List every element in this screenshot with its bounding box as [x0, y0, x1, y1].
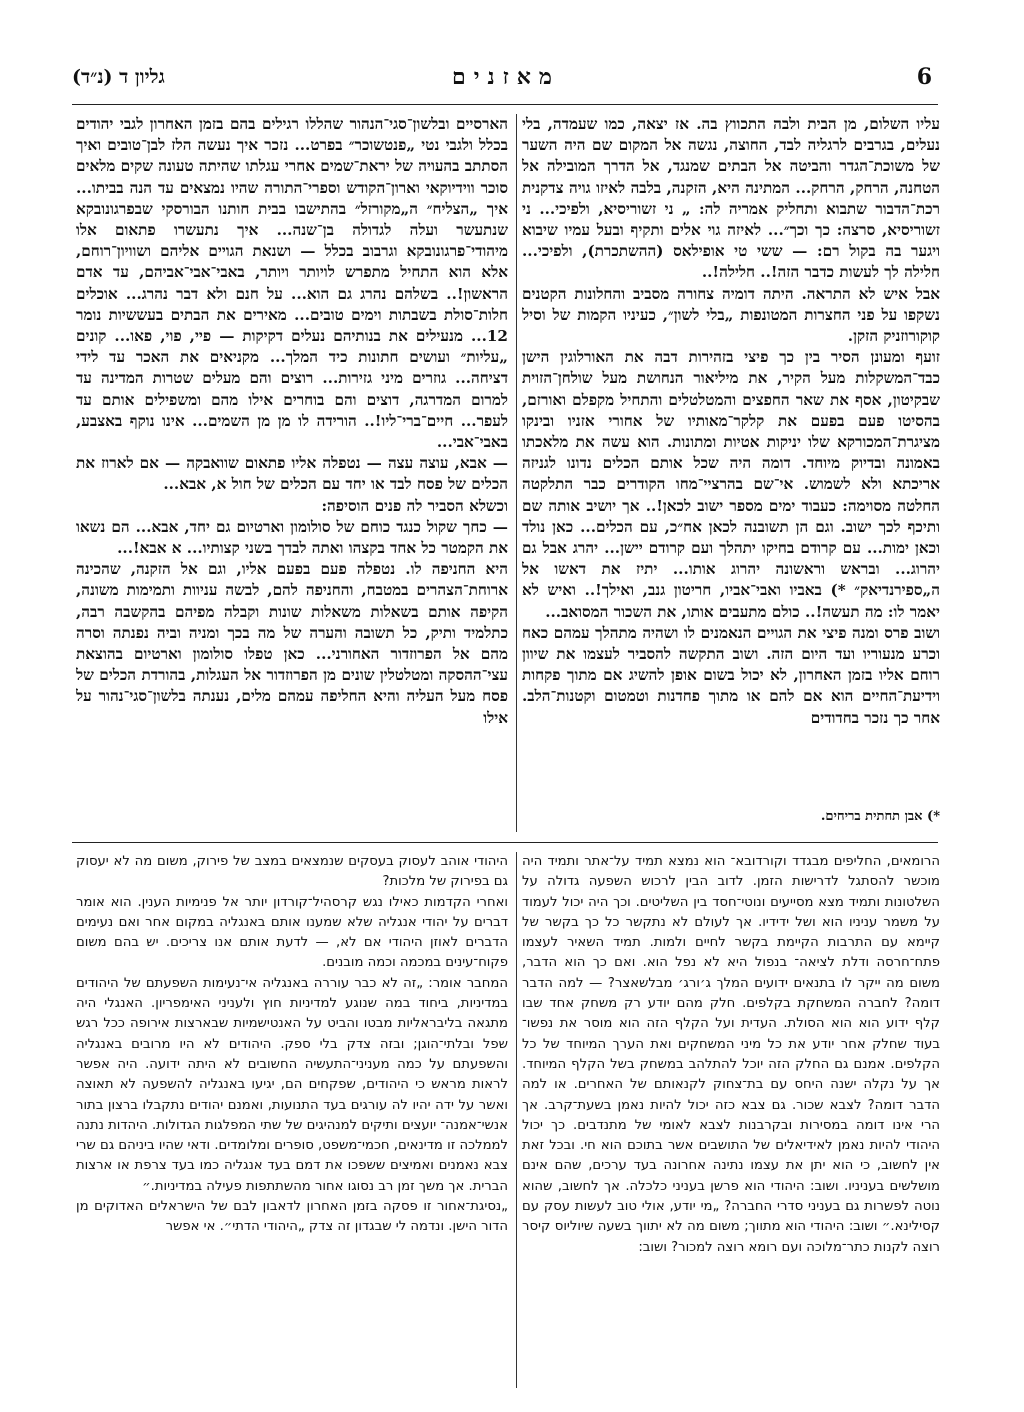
paragraph: זועף ומעונן הסיר בין כך פיצי בזהירות דבה את האורלוגין הישן כבד־המשקלות מעל הקיר, את מיליאור הנחושת מעל שולחן־הזוית שבקיטון, אסף את שאר החפצים והמטלטלים והתחיל מקפלם ואורזם, בהסיטו פעם בפעם את קלקר־מאותיו של אחורי אזניו ובינקו מציגרת־המכורקא שלו יניקות אטיות ומתונות. הוא עשה את מלאכתו באמונה ובדיוק מיוחד. דומה היה שכל אותם הכלים נדונו לגניזה אריכתא ולא לשמוש. אי־שם בהרציי־מחו הקודרים כבר התלקטה החלטה מסוימה: כעבוד ימים מספר ישוב לכאן!.. אך יושיב אותה שם ותיכף לכך ישוב. וגם הן תשובנה לכאן אח״כ, עם הכלים... כאן נולד וכאן ימות... עם קרודם בחיקו יתהלך ועם קרודם יישן... יהרג אבל גם יהרוג... ובראש וראשונה יהרוג אותו... יתיז את דאשו אל ה„ספירנדיאק״ *) באביו ואבי־אביו, חריטון גנב, ואילך!.. ואיש לא יאמר לו: מה תעשה!.. כולם מתעבים אותו, את השכור המסואב...: [522, 348, 940, 621]
bottom-right-column: [522, 852, 940, 1392]
issue-number: גליון ד (נ״ד): [72, 66, 165, 88]
paragraph: ואחרי הקדמות כאילו נגש קרסהיל־קורדון יותר אל פנימיות הענין. הוא אומר דברים על יהודי אנגליה שלא שמענו אותם באנגליה במקום אחר ואם נעימים הדברים לאוזן היהודי אם לא, — לדעת אותם אנו צריכים. יש בהם משום פקוח־עינים במכמה וכמה מובנים.: [76, 894, 508, 971]
section-rule: [72, 842, 938, 843]
paragraph: — אבא, עוצה עצה — נטפלה אליו פתאום שוואבקה — אם לארוז את הכלים של פסח לבד או יחד עם הכלים של חול א, אבא...: [76, 454, 508, 494]
paragraph: אבל איש לא התראה. היתה דומיה צחורה מסביב והחלונות הקטנים נשקפו על פני החצרות המטונפות „בלי לשון״, כעיניו הקמות של וסיל קוקורוזניק הזקן.: [522, 284, 940, 346]
paragraph: היהודי אוהב לעסוק בעסקים שנמצאים במצב של פירוק, משום מה לא יעסוק גם בפירוק של מלכות?: [76, 854, 508, 890]
publication-title: מאזנים: [452, 64, 560, 90]
footnote: *) אבן תחתית בריחים.: [820, 809, 940, 824]
paragraph: המחבר אומר: „זה לא כבר עוררה באנגליה אי־נעימות השפעתם של היהודים במדיניות, ביחוד במה שנוגע למדיניות חוץ ולעניני האימפריון. האנגלי היה מתגאה בליבראליות מבטו והביט על האנטישמיות שבארצות אירופה ככל רגש שפל ובלתי־הוגן; ובזה צדק בלי ספק. היהודים לא היו מרובים באנגליה והשפעתם על כמה מעניני־התעשיה החשובים לא היתה ידועה. היה אפשר לראות מראש כי היהודים, שפקחים הם, יגיעו באנגליה להשפעה לא תאוצה ואשר על ידה יהיו לה עורגים בעד התנועות, ואמנם יהודים נתקבלו ברצון בתור אנשי־אמנה־ יועצים ותיקים למנהיגים של שתי המפלגות הגדולות. היהדות נתנה לממלכה זו מדינאים, חכמי־משפט, סופרים ומלומדים. ודאי שהיו ביניהם גם שרי צבא נאמנים ואמיצים ששפכו את דמם בעד אנגליה כמו בעד צרפת או ארצות הברית. אך משך זמן רב נסוגו אחור מהשתתפות פעילה במדיניות.״: [76, 975, 508, 1194]
paragraph: הארסיים ובלשון־סגי־הנהור שהללו רגילים בהם בזמן האחרון לגבי יהודים בכלל ולגבי נטי „פנטשוכר״ בפרט... נזכר איך נעשה הלז לבן־טובים ואיך הסתתב בהעויה של יראת־שמים אחרי עגלתו שהיתה טעונה שקים מלאים סוכר ווידיוקאי וארון־הקודש וספרי־התורה שהיו נמצאים עד הנה בביתו... איך „הצליח״ ה„מקורזל״ בהתישבו בבית חותנו הבורסקי שבפרגונובקא שנתעשר ועלה לגדולה בן־שנה... איך נתעשרו פתאום אלו מיהודי־פרגונובקא וגרבוב בכלל — ושנאת הגויים אליהם ושוויון־רוחם, אלא הוא התחיל מתפרש לויותר ויותר, באבי־אבי־אביהם, עד אדם הראשון!.. בשלהם נהרג גם הוא... על חנם ולא דבר נהרג... אוכלים חלות־סולת בשבתות וימים טובים... מאירים את הבתים בעששיות נומר 12... מנעילים את בנותיהם נעלים דקיקות — פיי, פוי, פאו... קונים „עליות״ ועושים חתונות כיד המלך... מקניאים את האכר עד לידי דציחה... גוזרים מיני גזירות... רוצים והם מעלים שטרות המדינה עד למרום המדרגה, דוצים והם בוחרים אילו מהם ומשפילים אותם עד לעפר... חיים־ברי־ליו!.. הורידה לו מן מן השמים... אינו נוקף באצבע, באבי־אבי...: [76, 115, 508, 452]
paragraph: ושוב פרס ומנה פיצי את הגויים הנאמנים לו ושהיה מתהלך עמהם כאח וכרע מנעוריו ועד היום הזה. ושוב התקשה להסביר לעצמו את שיוון רוחם אליו בזמן האחרון, לא יכול בשום אופן להשיג אם מתוך פקחות וידיעת־החיים הוא אם להם או מתוך פחדנות וטמטום וקטנות־הלב. אחר כך נזכר בחדודים: [522, 623, 940, 727]
column-divider: [516, 114, 517, 832]
header-rule: [72, 104, 938, 105]
top-right-column: [522, 114, 940, 834]
page-number: 6: [916, 64, 932, 90]
paragraph: היא החניפה לו. נטפלה פעם בפעם אליו, וגם אל הזקנה, שהכינה ארוחת־הצהרים במטבח, והחניפה להם, לבשה עניוות ותמימות משונה, הקיפה אותם בשאלות משאלות שונות וקבלה מפיהם בהקשבה רבה, כתלמיד ותיק, כל תשובה והערה של מה בכך ומניה וביה נפנתה וסרה מהם אל הפרוזדור האחורני... כאן טפלו סולומון וארטיום בהוצאת עצי־ההסקה ומטלטלין שונים מן הפרוזדור אל העגלות, בהורדת הכלים של פסח מעל העליה והיא החליפה עמהם מלים, נענתה בלשון־סגי־נהור על אילו: [76, 560, 508, 727]
bottom-left-column: [76, 852, 508, 1392]
paragraph: — כחך שקול כנגד כוחם של סולומון וארטיום גם יחד, אבא... הם נשאו את הקמטר כל אחד בקצהו ואתה לבדך בשני קצותיו... א אבא!...: [76, 517, 508, 558]
top-left-column: [76, 114, 508, 834]
column-divider: [516, 852, 517, 1388]
paragraph: הרומאים, החליפים מבגדד וקורדובא־ הוא נמצא תמיד על־אתר ותמיד היה מוכשר להסתגל לדרישות הזמן. לדוב הבין לרכוש השפעה גדולה על השלטונות ותמיד מצא מסייעים ונוטי־חסד בין השליטים. וכך היה יכול לעמוד על משמר עניניו הוא ושל ידידיו. אך לעולם לא נתקשר כל כך בקשר של קיימא עם התרבות הקיימת בקשר לחיים ולמות. תמיד השאיר לעצמו פתח־חרסה ודלת לציאה־ בנפול היא לא נפל הוא. ואם כך הוא הדבר, משום מה ייקר לו בתנאים ידועים המלך ג׳ורג׳ מבלשאצר? — למה הדבר דומה? לחברה המשחקת בקלפים. חלק מהם יודע רק משחק אחד שבו קלף ידוע הוא הוא הסולת. העדית ועל הקלף הזה הוא מוסר את נפשו־ בעוד שחלק אחר יודע את כל מיני המשחקים ואת הערך המיוחד של כל הקלפים. אמנם גם החלק הזה יוכל להתלהב במשחק בשל הקלף המיוחד. אך על נקלה ישנה היחס עם בת־צחוק לקנאותם של האחרים. או למה הדבר דומה? לצבא שכור. גם צבא כזה יכול להיות נאמן בשעת־קרב. אך הרי אינו דומה במסירות ובקרבנות לצבא לאומי של מתנדבים. כך יכול היהודי להיות נאמן לאידיאלים של התושבים אשר בתוכם הוא חי. ובכל זאת אין לחשוב, כי הוא יתן את עצמו נתינה אחרונה בעד ערכים, שהם אינם מושלשים בעניניו. ושוב: היהודי הוא פרשן בעניני כלכלה. אך לחשוב, שהוא נוטה לפשרות גם בעניני סדרי החברה? „מי יודע, אולי טוב לעשות עסק עם קסילינא.״ ושוב: היהודי הוא מתווך; משום מה לא יתווך בשעה שיוליוס קיסר רוצה לקנות כתר־מלוכה ועם רומא רוצה למכור? ושוב:: [522, 854, 940, 1255]
paragraph: עליו השלום, מן הבית ולבה התכווץ בה. אז יצאה, כמו שעמדה, בלי נעלים, בגרבים לרגליה לבד, החוצה, נגשה אל המקום שם היה השער של משוכת־הגדר והביטה אל הבתים שמנגד, אל הדרך המובילה אל הטחנה, הרחק, הרחק... המתינה היא, הזקנה, בלבה לאיזו גויה צדקנית רכת־הדבור שתבוא ותחליק אמריה לה: „ ני זשוריסיא, ולפיכי... ני זשוריסיא, סרצה: כך וכך״... לאיזה גוי אלים ותקיף ובעל עמיו שיבוא ויגער בה בקול רם: — ששי טי אופילאס (ההשתכרת), ולפיכי... חלילה לך לעשות כדבר הזה!.. חלילה!..: [522, 115, 940, 282]
paragraph: וכשלא הסביר לה פנים הוסיפה:: [321, 496, 508, 515]
page-header: [72, 62, 932, 98]
paragraph: „נסיגת־אחור זו פסקה בזמן האחרון לדאבון לבם של הישראלים האדוקים מן הדור הישן. ונדמה לי שבגדון זה צדק „היהודי הדתי״. אי אפשר: [76, 1199, 508, 1235]
